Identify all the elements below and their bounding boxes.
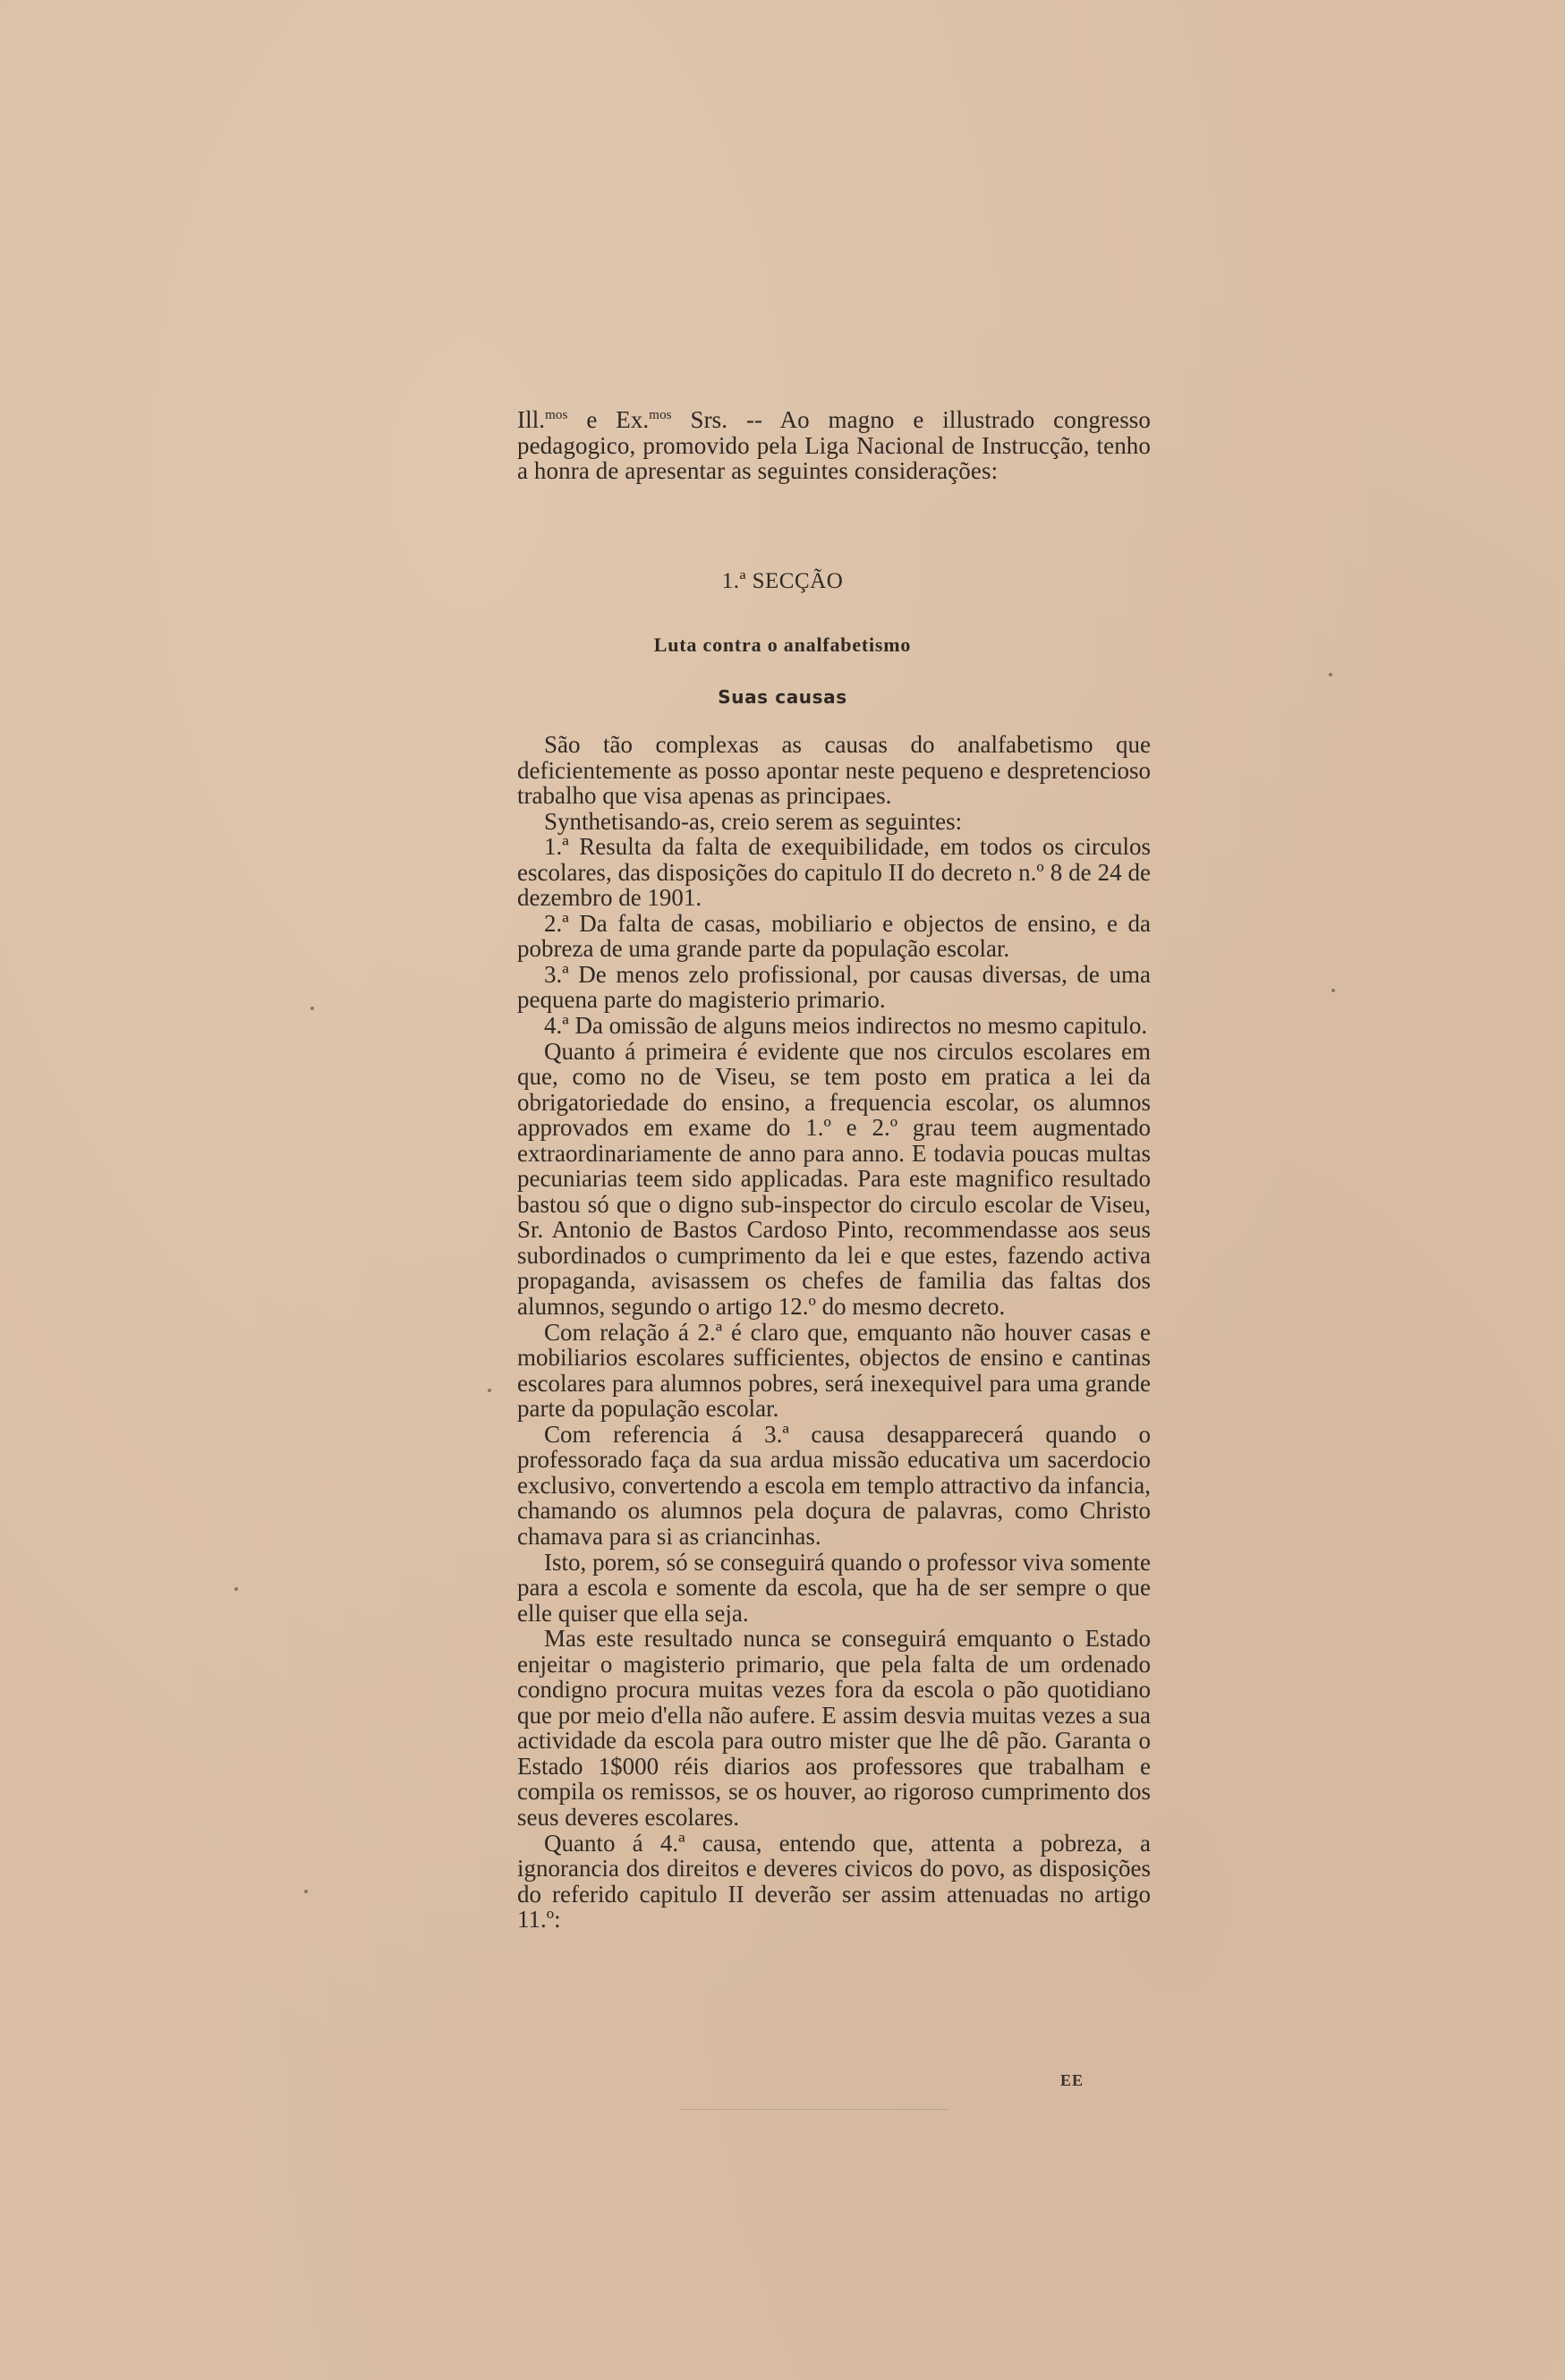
paper-speck [1331,989,1335,992]
salutation-part1: Ill. [517,406,546,433]
paragraph-5: 3.ª De menos zelo profissional, por causas diversas, de uma pequena parte do magisterio primario. [517,960,1151,1014]
salutation-sup1: mos [545,408,568,422]
paragraph-7: Quanto á primeira é evidente que nos circulos escolares em que, como no de Viseu, se tem posto em pratica a lei da obrigatoriedade do ensino, a frequencia escolar, os alumnos approvados em exame do 1.º e 2.º grau teem augmentado extraordinariamente de anno para anno. E todavia poucas multas pecuniarias teem sido applicadas. Para este magnifico resultado bastou só que o digno sub-inspector do circulo escolar de Viseu, Sr. Antonio de Bastos Cardoso Pinto, recommendasse aos seus subordinados o cumprimento da lei e que estes, fazendo activa propaganda, avisassem os chefes de familia das faltas dos alumnos, segundo o artigo 12.º do mesmo decreto. [517,1037,1151,1321]
signature-mark: EE [1060,2071,1084,2089]
paper-speck [488,1389,491,1392]
salutation-sup2: mos [649,408,672,422]
paragraph-2: Synthetisando-as, creio serem as seguintes: [544,807,963,835]
paper-speck [304,1890,308,1893]
paragraph-8: Com relação á 2.ª é claro que, emquanto não houver casas e mobiliarios escolares sufficientes, objectos de ensino e cantinas escolares para alumnos pobres, será inexequivel para uma grande parte da população escolar. [517,1318,1151,1423]
salutation-part2: e Ex. [567,406,650,433]
paragraph-11: Mas este resultado nunca se conseguirá emquanto o Estado enjeitar o magisterio primario, que pela falta de um ordenado condigno procura muitas vezes fora da escola o pão quotidiano que por meio d'ella não aufere. E assim desvia muitas vezes a sua actividade da escola para outro mister que lhe dê pão. Garanta o Estado 1$000 réis diarios aos professores que trabalham e compila os remissos, se os houver, ao rigoroso cumprimento dos seus deveres escolares. [517,1625,1151,1831]
salutation-paragraph [517,407,1151,484]
paragraph-12: Quanto á 4.ª causa, entendo que, attenta a pobreza, a ignorancia dos direitos e deveres civicos do povo, as disposições do referido capitulo II deverão ser assim attenuadas no artigo 11.º: [517,1829,1151,1934]
document-subtitle: Suas causas [718,686,847,708]
paper-speck [1329,673,1332,676]
paragraph-4: 2.ª Da falta de casas, mobiliario e objectos de ensino, e da pobreza de uma grande parte da população escolar. [517,909,1151,963]
salutation-block [517,407,1151,484]
salutation-rest: Srs. -- Ao magno e illustrado congresso pedagogico, promovido pela Liga Nacional de Instrucção, tenho a honra de apresentar as seguintes considerações: [517,406,1152,485]
paragraph-3: 1.ª Resulta da falta de exequibilidade, em todos os circulos escolares, das disposições do capitulo II do decreto n.º 8 de 24 de dezembro de 1901. [517,833,1151,912]
document-title: Luta contra o analfabetismo [653,633,912,656]
paragraph-6: 4.ª Da omissão de alguns meios indirectos no mesmo capitulo. [544,1012,1148,1040]
paragraph-9: Com referencia á 3.ª causa desapparecerá quando o professorado faça da sua ardua missão educativa um sacerdocio exclusivo, convertendo a escola em templo attractivo da infancia, chamando os alumnos pela doçura de palavras, como Christo chamava para si as criancinhas. [517,1420,1151,1550]
paper-speck [234,1587,238,1591]
section-heading: 1.ª SECÇÃO [721,569,844,593]
paper-speck [310,1007,314,1010]
paragraph-1: São tão complexas as causas do analfabetismo que deficientemente as posso apontar neste pequeno e despretencioso trabalho que visa apenas as principaes. [517,731,1151,810]
decorative-rule [680,2109,948,2110]
paragraph-10: Isto, porem, só se conseguirá quando o professor viva somente para a escola e somente da escola, que ha de ser sempre o que elle quiser que ella seja. [517,1548,1151,1627]
body-text [517,732,1151,1933]
